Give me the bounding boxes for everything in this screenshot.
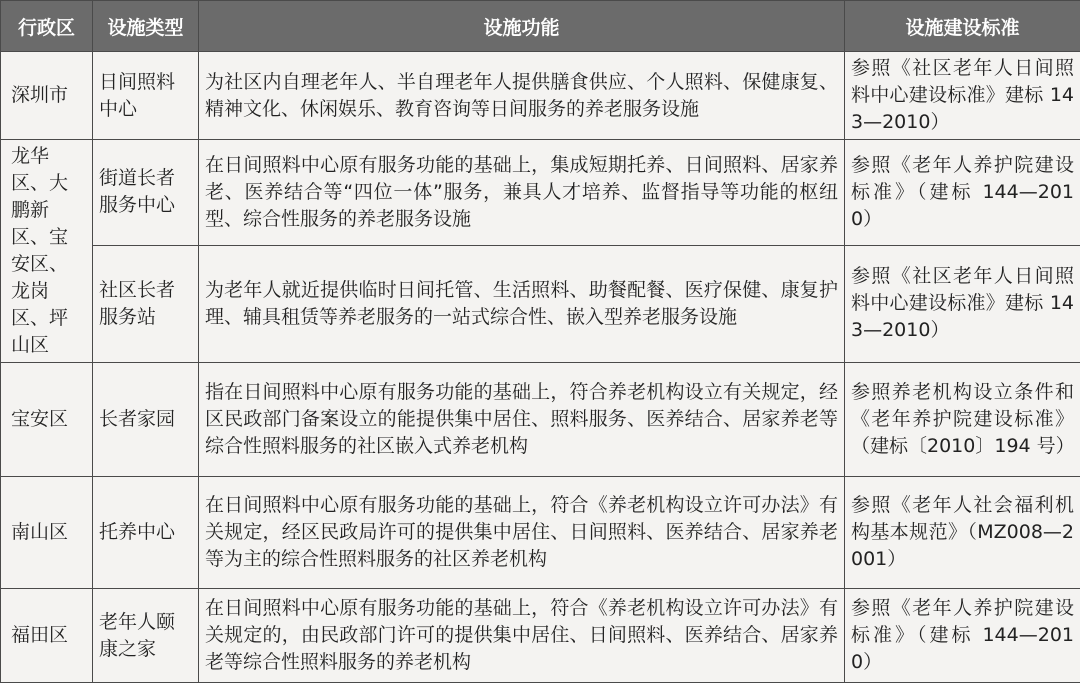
table-row [1,477,1080,589]
type-cell: 托养中心 [93,477,199,589]
district-cell: 龙华区、大鹏新区、宝安区、龙岗区、坪山区 [1,140,93,363]
district-cell: 南山区 [1,477,93,589]
function-cell: 在日间照料中心原有服务功能的基础上，符合《养老机构设立许可办法》有关规定的，由民政部门许可的提供集中居住、日间照料、医养结合、居家养老等综合性照料服务的养老机构 [199,589,845,683]
type-cell: 长者家园 [93,363,199,477]
district-cell: 深圳市 [1,52,93,140]
function-cell: 为社区内自理老年人、半自理老年人提供膳食供应、个人照料、保健康复、精神文化、休闲娱乐、教育咨询等日间服务的养老服务设施 [199,52,845,140]
standard-cell: 参照《社区老年人日间照料中心建设标准》建标 143—2010） [845,245,1080,363]
standard-cell: 参照《老年人养护院建设标准》（建标 144—2010） [845,140,1080,246]
type-cell: 社区长者服务站 [93,245,199,363]
district-cell: 福田区 [1,589,93,683]
function-cell: 在日间照料中心原有服务功能的基础上，集成短期托养、日间照料、居家养老、医养结合等“四位一体”服务，兼具人才培养、监督指导等功能的枢纽型、综合性服务的养老服务设施 [199,140,845,246]
type-cell: 日间照料中心 [93,52,199,140]
table-row [1,140,1080,246]
header-standard: 设施建设标准 [845,1,1080,52]
table-row [1,363,1080,477]
table-row [1,589,1080,683]
function-cell: 为老年人就近提供临时日间托管、生活照料、助餐配餐、医疗保健、康复护理、辅具租赁等养老服务的一站式综合性、嵌入型养老服务设施 [199,245,845,363]
standard-cell: 参照《社区老年人日间照料中心建设标准》建标 143—2010） [845,52,1080,140]
table-row [1,245,1080,363]
standard-cell: 参照养老机构设立条件和《老年养护院建设标准》（建标〔2010〕194 号） [845,363,1080,477]
table-row [1,52,1080,140]
header-row [1,1,1080,52]
standard-cell: 参照《老年人养护院建设标准》（建标 144—2010） [845,589,1080,683]
header-function: 设施功能 [199,1,845,52]
district-cell: 宝安区 [1,363,93,477]
type-cell: 街道长者服务中心 [93,140,199,246]
type-cell: 老年人颐康之家 [93,589,199,683]
function-cell: 指在日间照料中心原有服务功能的基础上，符合养老机构设立有关规定，经区民政部门备案设立的能提供集中居住、照料服务、医养结合、居家养老等综合性照料服务的社区嵌入式养老机构 [199,363,845,477]
header-type: 设施类型 [93,1,199,52]
function-cell: 在日间照料中心原有服务功能的基础上，符合《养老机构设立许可办法》有关规定，经区民政局许可的提供集中居住、日间照料、医养结合、居家养老等为主的综合性照料服务的社区养老机构 [199,477,845,589]
standard-cell: 参照《老年人社会福利机构基本规范》（MZ008—2001） [845,477,1080,589]
header-district: 行政区 [1,1,93,52]
